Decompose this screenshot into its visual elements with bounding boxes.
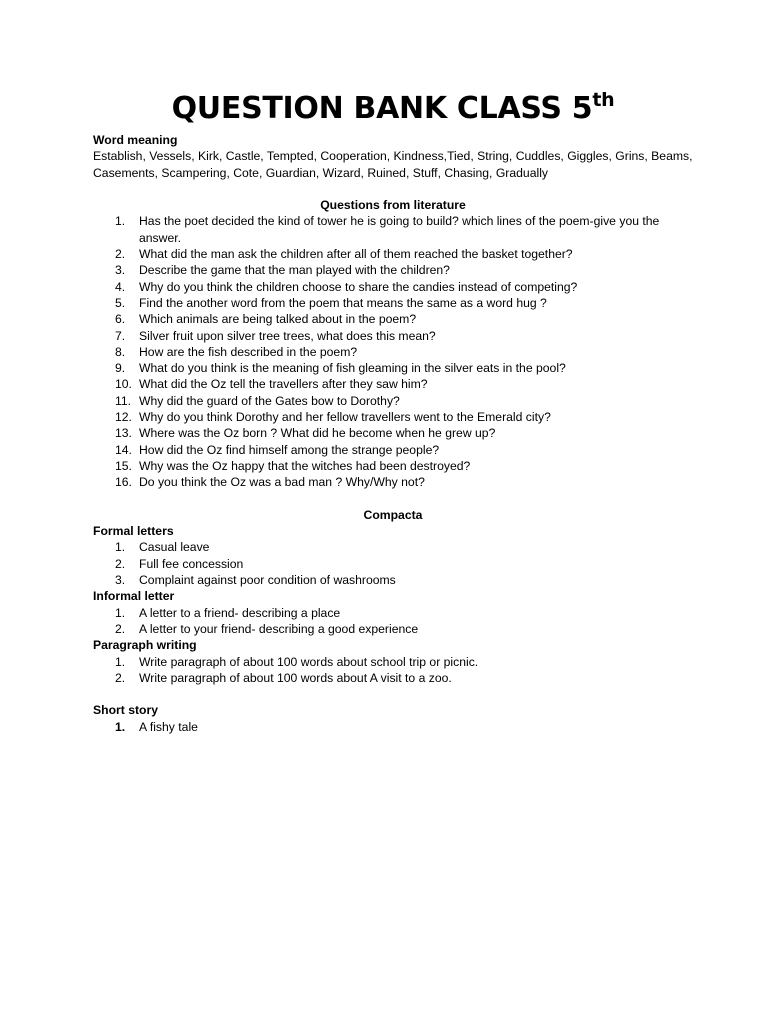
item-number: 16. (115, 475, 132, 490)
list-item (93, 719, 693, 735)
spacer (93, 491, 693, 507)
item-number: 1. (115, 719, 126, 734)
list-item (93, 458, 693, 474)
list-item (93, 539, 693, 555)
item-number: 2. (115, 247, 126, 262)
item-number: 2. (115, 556, 126, 571)
list-item (93, 295, 693, 311)
item-number: 9. (115, 361, 126, 376)
item-number: 1. (115, 540, 126, 555)
item-text: A letter to a friend- describing a place (139, 605, 341, 620)
item-text: Full fee concession (139, 556, 244, 571)
list-item (93, 572, 693, 588)
list-item (93, 360, 693, 376)
list-item (93, 425, 693, 441)
item-number: 14. (115, 442, 132, 457)
word-meaning-list: Establish, Vessels, Kirk, Castle, Tempted, Cooperation, Kindness,Tied, String, Cuddles, Giggles, Grins, Beams, Casements, Scampering, Cote, Guardian, Wizard, Ruined, Stuff, Chasing, Gradually (93, 149, 693, 180)
item-number: 5. (115, 295, 126, 310)
list-item (93, 376, 693, 392)
spacer (93, 181, 693, 197)
item-text: Why do you think the children choose to share the candies instead of competing? (139, 279, 578, 294)
item-number: 12. (115, 410, 132, 425)
item-number: 6. (115, 312, 126, 327)
item-text: What do you think is the meaning of fish gleaming in the silver eats in the pool? (139, 361, 566, 376)
list-item (93, 654, 693, 670)
item-number: 11. (115, 393, 132, 408)
item-number: 8. (115, 344, 126, 359)
informal-letter-heading: Informal letter (93, 589, 175, 604)
page-title-text: QUESTION BANK CLASS 5 (171, 91, 593, 126)
list-item (93, 605, 693, 621)
item-text: How are the fish described in the poem? (139, 344, 358, 359)
word-meaning-heading: Word meaning (93, 133, 178, 147)
list-item (93, 442, 693, 458)
list-item (93, 213, 693, 246)
item-text: Has the poet decided the kind of tower he is going to build? which lines of the poem-give you the answer. (139, 214, 660, 245)
item-number: 2. (115, 621, 126, 636)
literature-heading: Questions from literature (320, 198, 466, 213)
list-item (93, 262, 693, 278)
item-number: 1. (115, 605, 126, 620)
list-item (93, 474, 693, 490)
item-text: Why do you think Dorothy and her fellow travellers went to the Emerald city? (139, 410, 551, 425)
list-item (93, 311, 693, 327)
compacta-heading: Compacta (363, 507, 423, 522)
item-number: 7. (115, 328, 126, 343)
short-story-list (93, 719, 693, 735)
literature-questions (93, 213, 693, 490)
item-number: 15. (115, 458, 132, 473)
item-text: Where was the Oz born ? What did he become when he grew up? (139, 426, 496, 441)
item-number: 1. (115, 654, 126, 669)
item-text: Why did the guard of the Gates bow to Dorothy? (139, 393, 400, 408)
item-number: 3. (115, 263, 126, 278)
item-text: A fishy tale (139, 719, 198, 734)
item-text: Write paragraph of about 100 words about school trip or picnic. (139, 654, 479, 669)
page-title (93, 86, 693, 132)
item-text: What did the man ask the children after all of them reached the basket together? (139, 247, 573, 262)
item-text: How did the Oz find himself among the strange people? (139, 442, 440, 457)
item-text: What did the Oz tell the travellers after they saw him? (139, 377, 428, 392)
item-number: 10. (115, 377, 132, 392)
list-item (93, 621, 693, 637)
item-text: A letter to your friend- describing a good experience (139, 621, 419, 636)
item-text: Which animals are being talked about in the poem? (139, 312, 417, 327)
item-text: Silver fruit upon silver tree trees, what does this mean? (139, 328, 436, 343)
item-number: 1. (115, 214, 126, 229)
list-item (93, 556, 693, 572)
paragraph-writing-heading: Paragraph writing (93, 638, 197, 653)
item-text: Casual leave (139, 540, 210, 555)
item-number: 4. (115, 279, 126, 294)
item-text: Describe the game that the man played with the children? (139, 263, 450, 278)
item-number: 13. (115, 426, 132, 441)
item-number: 2. (115, 670, 126, 685)
list-item (93, 670, 693, 686)
item-text: Do you think the Oz was a bad man ? Why/Why not? (139, 475, 425, 490)
list-item (93, 246, 693, 262)
item-text: Write paragraph of about 100 words about A visit to a zoo. (139, 670, 452, 685)
formal-letters-heading: Formal letters (93, 524, 174, 539)
paragraph-writing-list (93, 654, 693, 687)
page-title-superscript: th (592, 89, 615, 111)
list-item (93, 344, 693, 360)
item-text: Find the another word from the poem that means the same as a word hug ? (139, 295, 547, 310)
informal-letter-list (93, 605, 693, 638)
formal-letters-list (93, 539, 693, 588)
list-item (93, 409, 693, 425)
list-item (93, 328, 693, 344)
spacer (93, 686, 693, 702)
item-text: Why was the Oz happy that the witches had been destroyed? (139, 458, 471, 473)
list-item (93, 279, 693, 295)
short-story-heading: Short story (93, 703, 159, 718)
item-text: Complaint against poor condition of washrooms (139, 573, 396, 588)
item-number: 3. (115, 573, 126, 588)
document-page (93, 86, 693, 735)
list-item (93, 393, 693, 409)
